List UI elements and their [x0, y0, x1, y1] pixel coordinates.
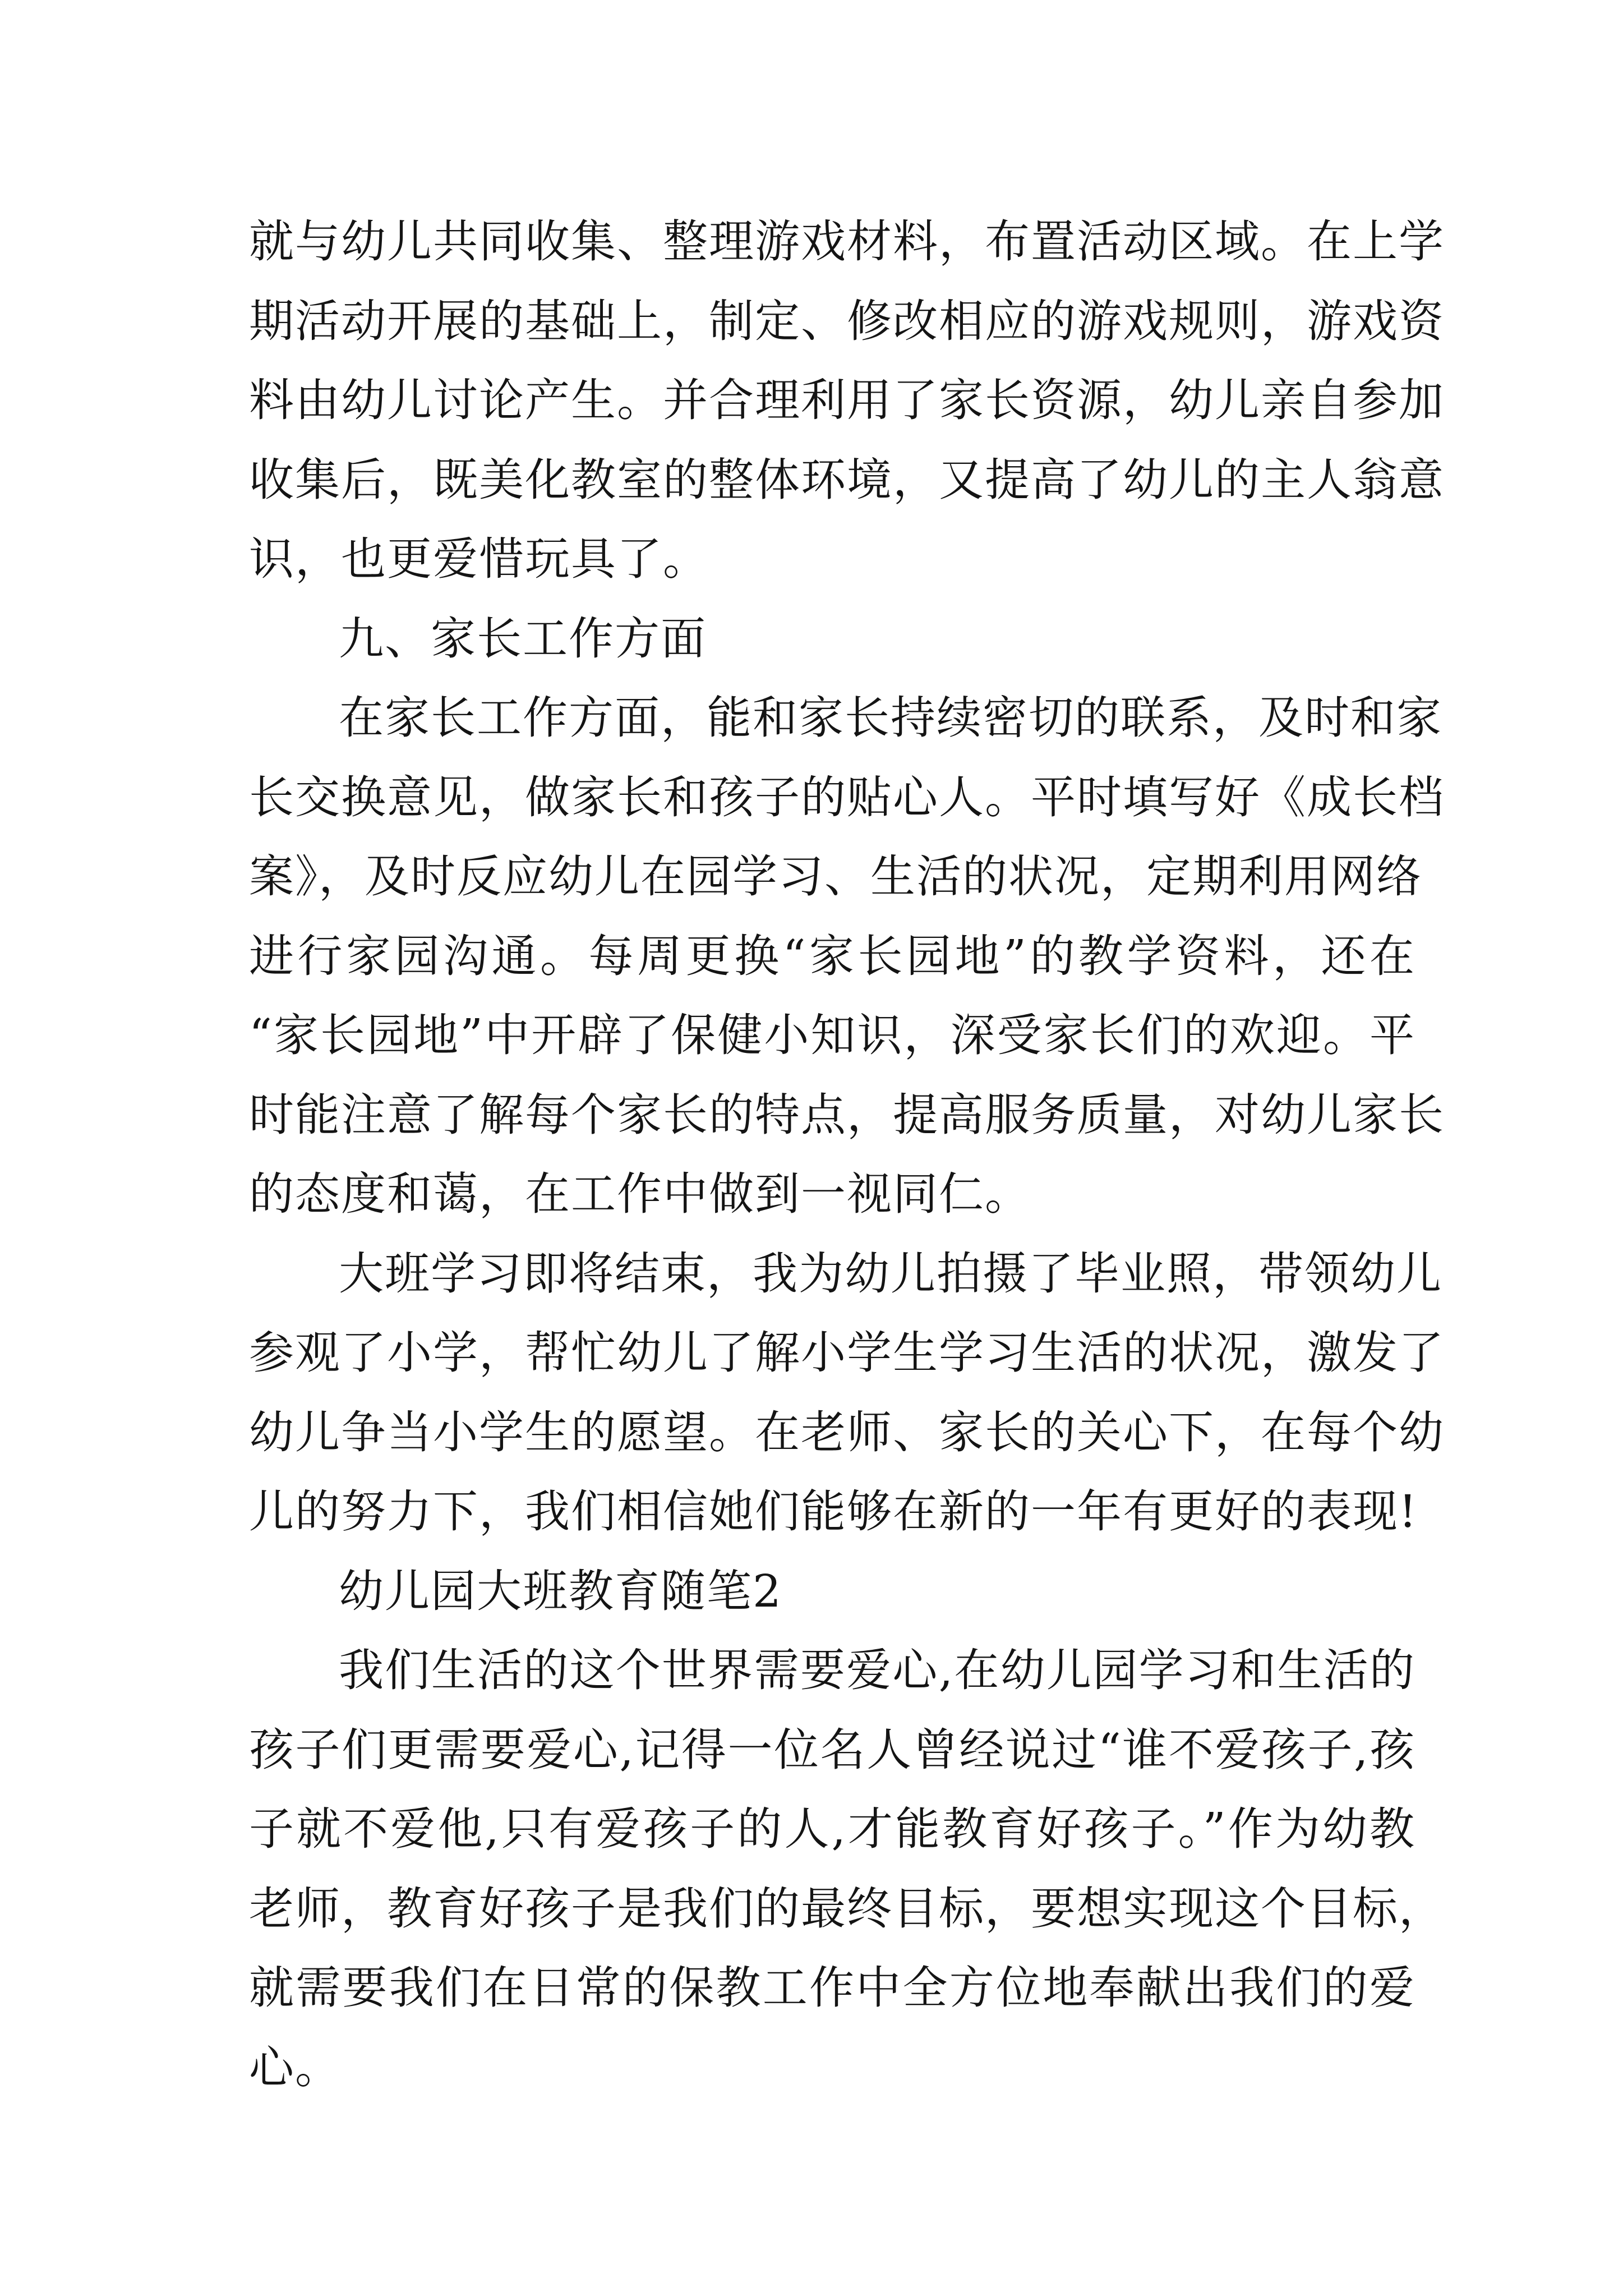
text-line: 参观了小学，帮忙幼儿了解小学生学习生活的状况，激发了: [249, 1327, 1445, 1379]
text-line: 在家长工作方面，能和家长持续密切的联系，及时和家: [339, 692, 1442, 744]
text-line: 孩子们更需要爱心,记得一位名人曾经说过“谁不爱孩子,孩: [249, 1723, 1415, 1776]
text-line: 进行家园沟通。每周更换“家长园地”的教学资料，还在: [249, 930, 1415, 982]
document-body-text: [249, 202, 1445, 2107]
text-line: 收集后，既美化教室的整体环境，又提高了幼儿的主人翁意: [249, 453, 1445, 506]
text-line: 就需要我们在日常的保教工作中全方位地奉献出我们的爱: [249, 1962, 1415, 2014]
text-line: 期活动开展的基础上，制定、修改相应的游戏规则，游戏资: [249, 295, 1445, 347]
text-line: 长交换意见，做家长和孩子的贴心人。平时填写好《成长档: [249, 771, 1445, 823]
text-line: 识，也更爱惜玩具了。: [249, 533, 709, 585]
text-line: “家长园地”中开辟了保健小知识，深受家长们的欢迎。平: [249, 1009, 1415, 1061]
text-line: 老师，教育好孩子是我们的最终目标，要想实现这个目标，: [249, 1882, 1445, 1935]
text-line: 料由幼儿讨论产生。并合理利用了家长资源，幼儿亲自参加: [249, 374, 1445, 426]
text-line: 时能注意了解每个家长的特点，提高服务质量，对幼儿家长: [249, 1088, 1445, 1141]
text-line: 幼儿争当小学生的愿望。在老师、家长的关心下，在每个幼: [249, 1406, 1445, 1458]
text-line: 子就不爱他,只有爱孩子的人,才能教育好孩子。”作为幼教: [249, 1803, 1415, 1855]
text-line: 就与幼儿共同收集、整理游戏材料，布置活动区域。在上学: [249, 215, 1445, 268]
section-heading: 九、家长工作方面: [339, 612, 707, 665]
article-title: 幼儿园大班教育随笔2: [339, 1565, 782, 1617]
text-line: 大班学习即将结束，我为幼儿拍摄了毕业照，带领幼儿: [339, 1247, 1442, 1300]
text-line: 我们生活的这个世界需要爱心,在幼儿园学习和生活的: [339, 1644, 1415, 1696]
text-line: 案》，及时反应幼儿在园学习、生活的状况，定期利用网络: [249, 850, 1422, 903]
text-line: 的态度和蔼，在工作中做到一视同仁。: [249, 1168, 1031, 1220]
text-line: 心。: [249, 2041, 341, 2093]
text-line: 儿的努力下，我们相信她们能够在新的一年有更好的表现!: [249, 1485, 1418, 1538]
